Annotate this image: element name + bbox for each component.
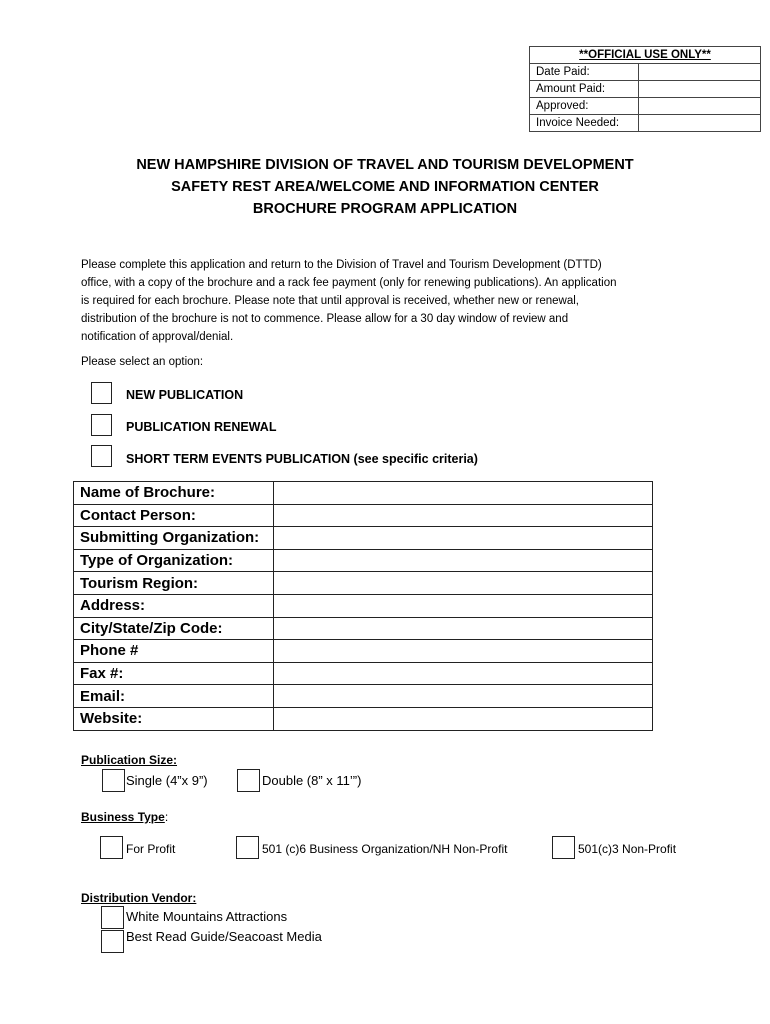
phone-label: Phone # xyxy=(74,640,274,663)
c3-nonprofit-checkbox[interactable] xyxy=(552,836,575,859)
type-of-organization-label: Type of Organization: xyxy=(74,549,274,572)
intro-line-1: Please complete this application and return to the Division of Travel and Tourism Development (DTTD) xyxy=(81,259,602,271)
c6-nonprofit-label: 501 (c)6 Business Organization/NH Non-Profit xyxy=(262,842,508,856)
new-publication-label: NEW PUBLICATION xyxy=(126,388,244,402)
best-read-guide-label: Best Read Guide/Seacoast Media xyxy=(126,929,322,944)
single-size-label: Single (4”x 9”) xyxy=(126,773,208,788)
select-prompt: Please select an option: xyxy=(81,356,204,368)
c6-nonprofit-checkbox[interactable] xyxy=(236,836,259,859)
fax-label: Fax #: xyxy=(74,662,274,685)
intro-line-3: is required for each brochure. Please note that until approval is received, whether new or renewal, xyxy=(81,295,579,307)
single-size-checkbox[interactable] xyxy=(102,769,125,792)
white-mountains-label: White Mountains Attractions xyxy=(126,909,288,924)
city-state-zip-field[interactable] xyxy=(274,617,653,640)
address-field[interactable] xyxy=(274,594,653,617)
new-publication-checkbox[interactable] xyxy=(91,382,112,404)
business-type-colon: : xyxy=(164,810,169,824)
name-of-brochure-label: Name of Brochure: xyxy=(74,482,274,505)
for-profit-checkbox[interactable] xyxy=(100,836,123,859)
page-title xyxy=(0,154,770,220)
approved-label: Approved: xyxy=(530,98,639,115)
submitting-organization-label: Submitting Organization: xyxy=(74,527,274,550)
invoice-needed-field[interactable] xyxy=(639,115,761,132)
website-field[interactable] xyxy=(274,707,653,730)
intro-paragraph xyxy=(81,256,691,346)
amount-paid-field[interactable] xyxy=(639,81,761,98)
email-field[interactable] xyxy=(274,685,653,708)
publication-renewal-checkbox[interactable] xyxy=(91,414,112,436)
fax-field[interactable] xyxy=(274,662,653,685)
type-of-organization-field[interactable] xyxy=(274,549,653,572)
contact-person-label: Contact Person: xyxy=(74,504,274,527)
short-term-events-label: SHORT TERM EVENTS PUBLICATION (see specific criteria) xyxy=(126,452,478,466)
invoice-needed-label: Invoice Needed: xyxy=(530,115,639,132)
intro-line-4: distribution of the brochure is not to commence. Please allow for a 30 day window of review and xyxy=(81,313,569,325)
submitting-organization-field[interactable] xyxy=(274,527,653,550)
city-state-zip-label: City/State/Zip Code: xyxy=(74,617,274,640)
official-use-table xyxy=(529,46,761,132)
title-line-1: NEW HAMPSHIRE DIVISION OF TRAVEL AND TOURISM DEVELOPMENT xyxy=(136,157,634,173)
contact-person-field[interactable] xyxy=(274,504,653,527)
website-label: Website: xyxy=(74,707,274,730)
double-size-checkbox[interactable] xyxy=(237,769,260,792)
applicant-info-table xyxy=(73,481,653,731)
publication-size-label: Publication Size: xyxy=(81,753,178,767)
amount-paid-label: Amount Paid: xyxy=(530,81,639,98)
name-of-brochure-field[interactable] xyxy=(274,482,653,505)
title-line-2: SAFETY REST AREA/WELCOME AND INFORMATION CENTER xyxy=(171,179,599,195)
short-term-events-checkbox[interactable] xyxy=(91,445,112,467)
business-type-heading xyxy=(81,810,168,824)
email-label: Email: xyxy=(74,685,274,708)
for-profit-label: For Profit xyxy=(126,842,176,856)
best-read-guide-checkbox[interactable] xyxy=(101,930,124,953)
business-type-label: Business Type xyxy=(81,810,165,824)
intro-line-2: office, with a copy of the brochure and a rack fee payment (only for renewing publications). An application xyxy=(81,277,617,289)
title-line-3: BROCHURE PROGRAM APPLICATION xyxy=(252,201,518,217)
double-size-label: Double (8” x 11’”) xyxy=(262,773,362,788)
distribution-vendor-label: Distribution Vendor: xyxy=(81,891,197,905)
publication-renewal-label: PUBLICATION RENEWAL xyxy=(126,420,277,434)
official-use-header: **OFFICIAL USE ONLY** xyxy=(530,47,761,64)
phone-field[interactable] xyxy=(274,640,653,663)
tourism-region-field[interactable] xyxy=(274,572,653,595)
tourism-region-label: Tourism Region: xyxy=(74,572,274,595)
address-label: Address: xyxy=(74,594,274,617)
date-paid-field[interactable] xyxy=(639,64,761,81)
white-mountains-checkbox[interactable] xyxy=(101,906,124,929)
intro-line-5: notification of approval/denial. xyxy=(81,331,234,343)
approved-field[interactable] xyxy=(639,98,761,115)
date-paid-label: Date Paid: xyxy=(530,64,639,81)
c3-nonprofit-label: 501(c)3 Non-Profit xyxy=(578,842,677,856)
